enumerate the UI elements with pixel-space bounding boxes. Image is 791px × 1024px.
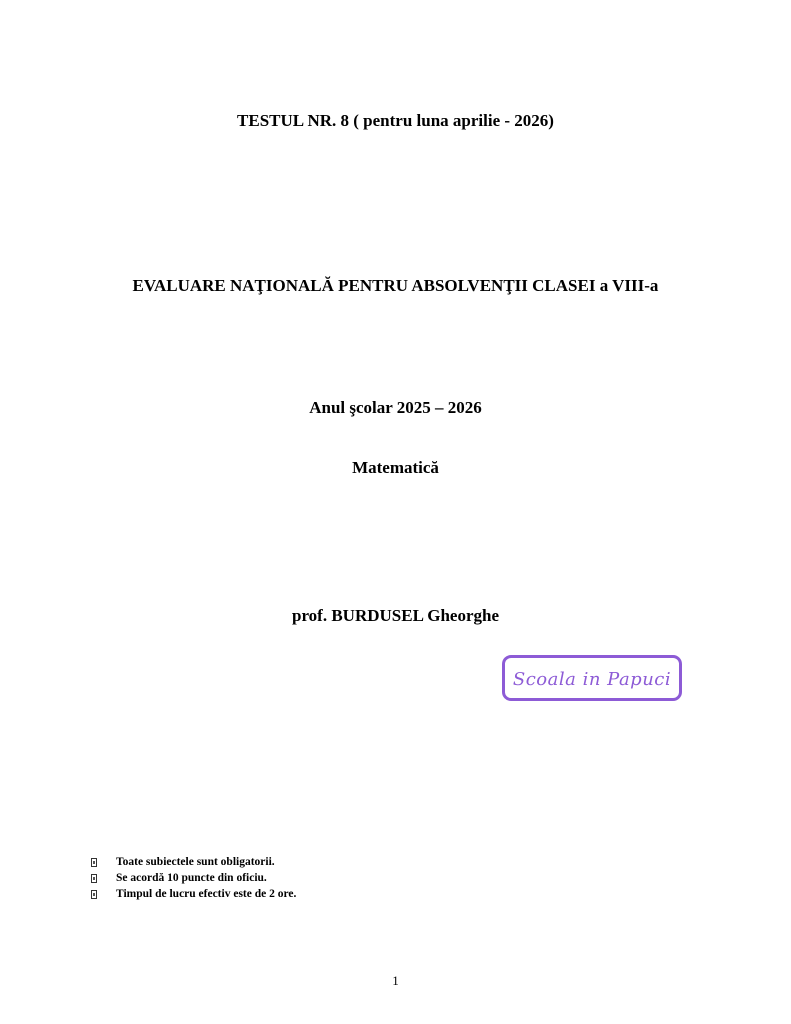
instruction-text: Toate subiectele sunt obligatorii.	[116, 856, 275, 868]
instruction-item	[91, 870, 296, 886]
test-title: TESTUL NR. 8 ( pentru luna aprilie - 2026)	[237, 111, 554, 130]
instruction-text: Se acordă 10 puncte din oficiu.	[116, 872, 267, 884]
missing-glyph-bullet-icon	[91, 890, 97, 899]
svg-text:Scoala in Papuci: Scoala in Papuci	[512, 669, 672, 690]
logo-script-text	[506, 660, 678, 696]
instruction-text: Timpul de lucru efectiv este de 2 ore.	[116, 888, 297, 900]
missing-glyph-bullet-icon	[91, 874, 97, 883]
instructions-list	[91, 854, 296, 902]
subject-title: Matematică	[352, 458, 439, 477]
exam-name: EVALUARE NAŢIONALĂ PENTRU ABSOLVENŢII CLASEI a VIII-a	[132, 276, 659, 295]
instruction-item	[91, 886, 296, 902]
author-name: prof. BURDUSEL Gheorghe	[291, 606, 499, 625]
missing-glyph-bullet-icon	[91, 858, 97, 867]
instruction-item	[91, 854, 296, 870]
school-year: Anul şcolar 2025 – 2026	[309, 398, 482, 417]
page-number: 1	[392, 973, 399, 988]
scoala-in-papuci-logo	[502, 655, 682, 701]
